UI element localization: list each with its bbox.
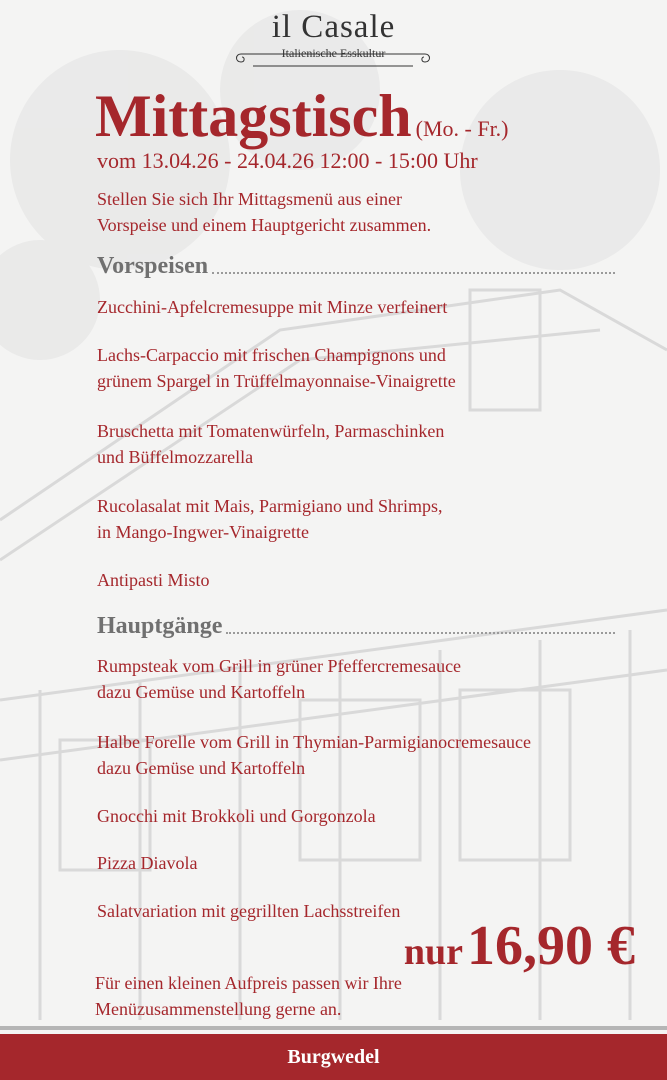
title-text: Mittagstisch [95, 83, 412, 149]
dish-line: Lachs-Carpaccio mit frischen Champignons und [97, 345, 446, 365]
note-line: Für einen kleinen Aufpreis passen wir Ihre [95, 973, 402, 993]
dish-item [97, 803, 617, 829]
price-tag [404, 914, 635, 978]
dish-item [97, 342, 617, 394]
logo-scroll-icon [233, 48, 433, 68]
dish-item [97, 729, 617, 781]
dish-item [97, 653, 617, 705]
dish-line: in Mango-Ingwer-Vinaigrette [97, 522, 309, 542]
section-title: Vorspeisen [97, 253, 209, 279]
section-hauptgaenge [97, 613, 615, 640]
page-title [95, 84, 509, 148]
intro-line: Stellen Sie sich Ihr Mittagsmenü aus einer [97, 189, 402, 209]
dish-line: und Büffelmozzarella [97, 447, 254, 467]
logo [0, 8, 667, 60]
dish-line: dazu Gemüse und Kartoffeln [97, 758, 306, 778]
logo-name: il Casale [271, 9, 396, 45]
dish-line: Rucolasalat mit Mais, Parmigiano und Shrimps, [97, 496, 443, 516]
surcharge-note [95, 970, 402, 1022]
dish-item [97, 418, 617, 470]
intro-text [97, 186, 431, 238]
dish-line: Antipasti Misto [97, 570, 210, 590]
dish-line: Gnocchi mit Brokkoli und Gorgonzola [97, 806, 376, 826]
price-amount: 16,90 € [467, 915, 635, 977]
date-range: vom 13.04.26 - 24.04.26 12:00 - 15:00 Uhr [97, 148, 478, 173]
note-line: Menüzusammenstellung gerne an. [95, 999, 342, 1019]
title-days: (Mo. - Fr.) [415, 116, 509, 141]
logo-subtitle: Italienische Esskultur [281, 46, 386, 60]
intro-line: Vorspeise und einem Hauptgericht zusammen. [97, 215, 432, 235]
dish-line: Halbe Forelle vom Grill in Thymian-Parmigianocremesauce [97, 732, 532, 752]
dish-item [97, 493, 617, 545]
section-vorspeisen [97, 253, 615, 280]
footer-bar [0, 1034, 667, 1080]
dish-line: dazu Gemüse und Kartoffeln [97, 682, 306, 702]
dish-line: Zucchini-Apfelcremesuppe mit Minze verfeinert [97, 297, 448, 317]
divider [0, 1026, 667, 1030]
footer-location: Burgwedel [287, 1045, 380, 1068]
dish-item [97, 294, 617, 320]
dotted-leader [226, 632, 615, 634]
dotted-leader [212, 272, 615, 274]
dish-line: Rumpsteak vom Grill in grüner Pfeffercremesauce [97, 656, 462, 676]
price-prefix: nur [403, 931, 463, 973]
dish-line: Pizza Diavola [97, 853, 198, 873]
dish-line: Salatvariation mit gegrillten Lachsstreifen [97, 901, 401, 921]
section-title: Hauptgänge [97, 613, 223, 639]
dish-item [97, 567, 617, 593]
dish-item [97, 850, 617, 876]
dish-line: grünem Spargel in Trüffelmayonnaise-Vinaigrette [97, 371, 456, 391]
dish-line: Bruschetta mit Tomatenwürfeln, Parmaschinken [97, 421, 445, 441]
